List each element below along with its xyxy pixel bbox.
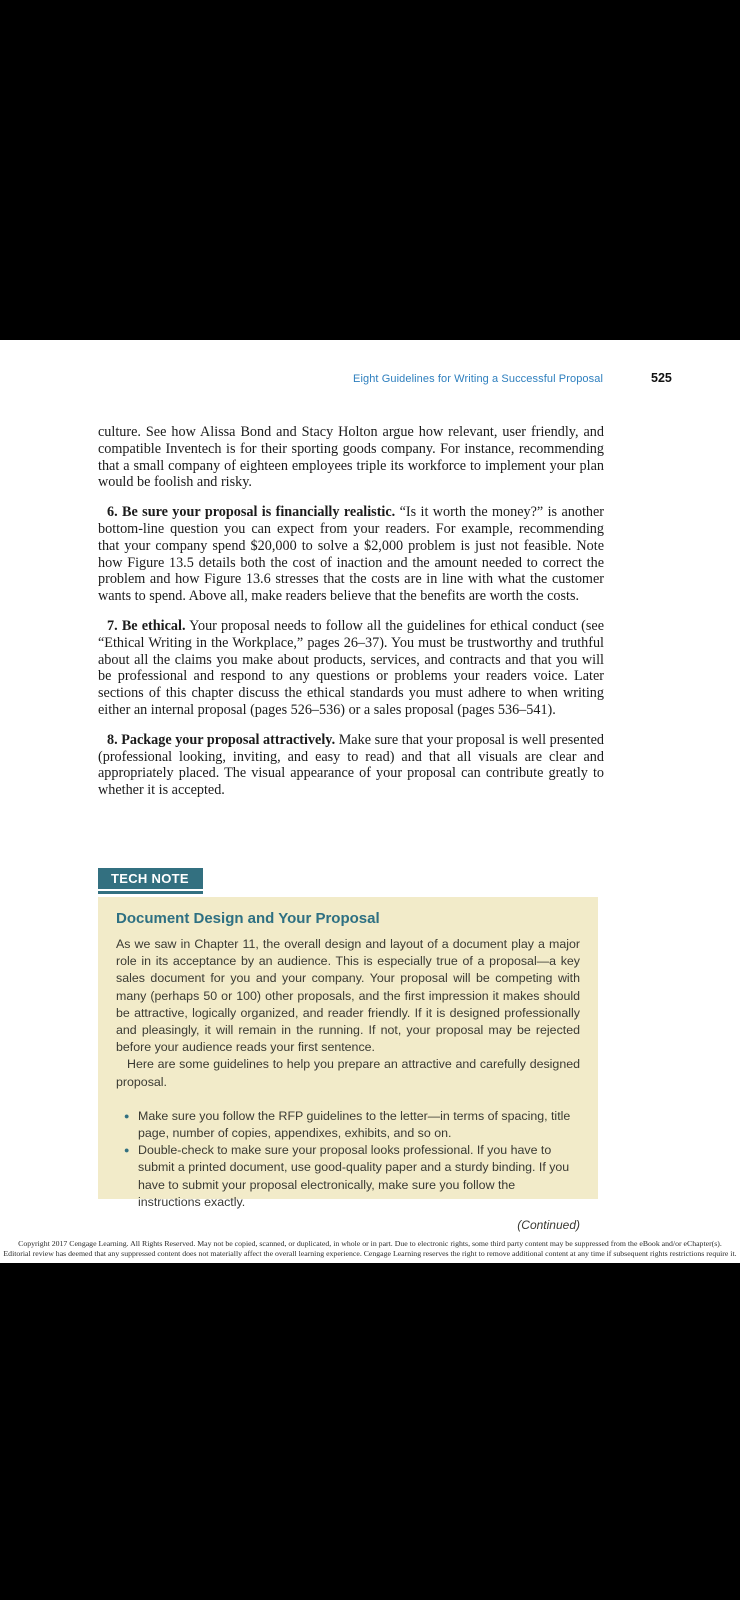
bullet-item-text: Double-check to make sure your proposal looks professional. If you have to submit a printed document, use good-quality paper and a sturdy binding. If you have to submit your proposal electronically, make sure you follow the instructions exactly. [138,1143,570,1209]
bullet-item [124,1108,580,1142]
guideline-8-paragraph [98,732,604,799]
guideline-6-text: “Is it worth the money?” is another bottom-line question you can expect from your readers. For example, recommending that your company spend $20,000 to solve a $2,000 problem is just not feasible. Note how Figure 13.5 details both the cost of inaction and the amount needed to correct the problem and how Figure 13.6 stresses that the costs are in line with what the customer wants to spend. Above all, make readers believe that the benefits are worth the costs. [98,504,605,605]
guideline-6-lead: 6. Be sure your proposal is financially realistic. [107,504,396,521]
tech-note-bullet-list [116,1108,580,1211]
tech-note-label-underline [98,891,203,894]
guideline-8-lead: 8. Package your proposal attractively. [107,731,336,748]
guideline-7-paragraph [98,618,604,719]
tech-note-paragraph-2: Here are some guidelines to help you prepare an attractive and carefully designed proposal. [116,1057,580,1089]
bullet-item [124,1142,580,1211]
tech-note-label: TECH NOTE [98,868,203,889]
guideline-7-lead: 7. Be ethical. [107,617,186,634]
tech-note-paragraph-1: As we saw in Chapter 11, the overall design and layout of a document play a major role in its acceptance by an audience. This is especially true of a proposal—a key sales document for you and your company. Your proposal will be competing with many (perhaps 50 or 100) other proposals, and the first impression it makes should be attractive, logically organized, and reader friendly. If it is designed professionally and pleasingly, it will remain in the running. If not, your proposal may be rejected before your audience reads your first sentence. [116,937,580,1055]
book-page [0,340,740,1263]
tech-note-title: Document Design and Your Proposal [116,910,380,927]
guideline-8-text: Make sure that your proposal is well presented (professional looking, inviting, and easy to read) and that all visuals are clear and appropriately placed. The visual appearance of your proposal can contribute greatly to whether it is accepted. [98,731,604,799]
bullet-icon: ● [124,1145,130,1156]
page-number: 525 [651,371,672,385]
running-header-title: Eight Guidelines for Writing a Successful Proposal [353,373,603,385]
tech-note-label-box [98,868,203,894]
guideline-7-text: Your proposal needs to follow all the guidelines for ethical conduct (see “Ethical Writing in the Workplace,” pages 26–37). You must be trustworthy and truthful about all the claims you make about products, services, and contracts and that you will be professional and respond to any questions or problems your readers voice. Later sections of this chapter discuss the ethical standards you must adhere to when writing either an internal proposal (pages 526–536) or a sales proposal (pages 536–541). [98,617,604,718]
main-body-text [98,424,604,799]
guideline-6-paragraph [98,504,604,605]
paragraph-continuation: culture. See how Alissa Bond and Stacy Holton argue how relevant, user friendly, and compatible Inventech is for their sporting goods company. For instance, recommending that a small company of eighteen employees triple its workforce to implement your plan would be foolish and risky. [98,424,604,491]
copyright-line-2: Editorial review has deemed that any suppressed content does not materially affect the overall learning experience. Cengage Learning reserves the right to remove additional content at any time if subsequent rights restrictions require it. [3,1249,737,1259]
copyright-footer [0,1239,740,1260]
continued-note: (Continued) [517,1218,580,1233]
tech-note-box [98,897,598,1233]
bullet-item-text: Make sure you follow the RFP guidelines to the letter—in terms of spacing, title page, number of copies, appendixes, exhibits, and so on. [138,1108,571,1141]
copyright-line-1: Copyright 2017 Cengage Learning. All Rights Reserved. May not be copied, scanned, or duplicated, in whole or in part. Due to electronic rights, some third party content may be suppressed from the eBook and/or eChapter(s). [18,1239,722,1248]
bullet-icon: ● [124,1110,130,1121]
